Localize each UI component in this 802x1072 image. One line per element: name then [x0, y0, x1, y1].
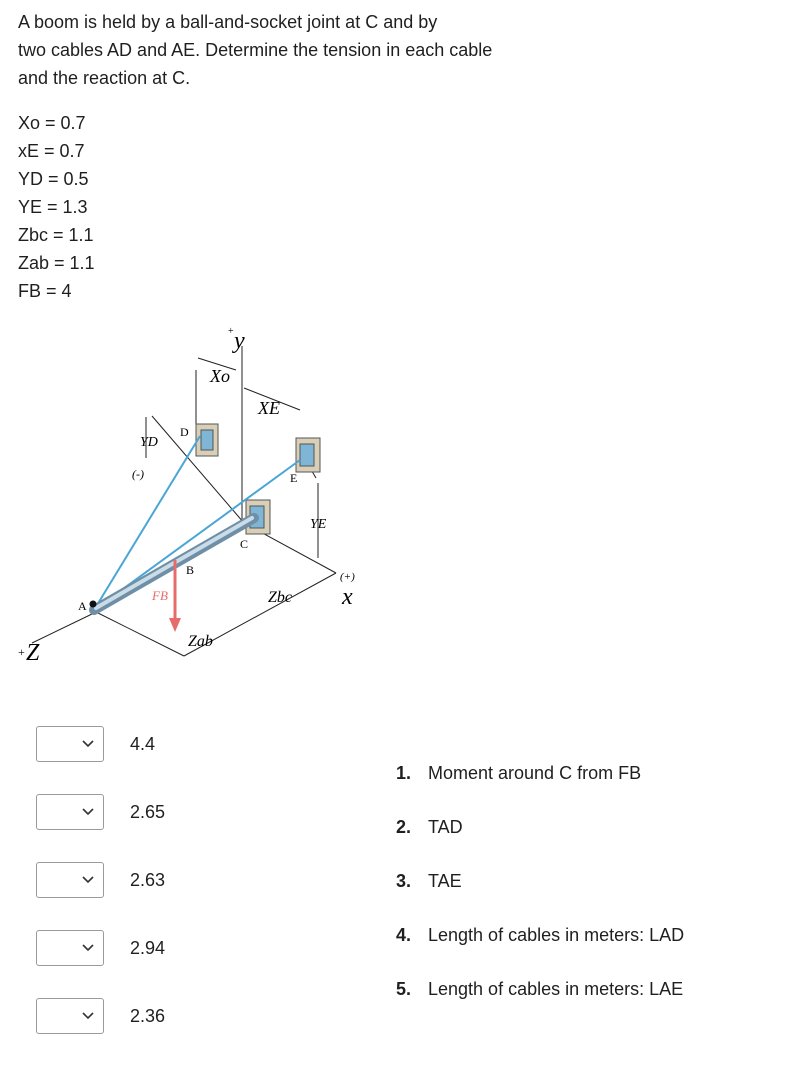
label-a: A	[78, 599, 87, 613]
answer-value: 2.65	[130, 802, 166, 822]
problem-line: and the reaction at C.	[18, 68, 191, 88]
prompt-text: Length of cables in meters: LAE	[428, 979, 684, 999]
prompt-number: 2.	[396, 817, 412, 837]
prompt-text: TAD	[428, 817, 463, 837]
bracket-d	[196, 424, 218, 456]
chevron-down-icon	[81, 805, 95, 819]
param-zab: Zab = 1.1	[18, 253, 95, 273]
answer-select-2[interactable]	[36, 794, 104, 830]
label-xe: XE	[258, 398, 280, 418]
boom-diagram	[0, 318, 420, 668]
problem-statement	[18, 8, 558, 92]
match-row-3	[36, 862, 236, 900]
label-x-sign: (+)	[340, 571, 355, 583]
label-xo: Xo	[210, 366, 230, 386]
chevron-down-icon	[81, 1009, 95, 1023]
prompt-item-2	[396, 816, 463, 838]
param-zbc: Zbc = 1.1	[18, 225, 94, 245]
problem-line: A boom is held by a ball-and-socket joint at C and by	[18, 12, 438, 32]
prompt-item-4	[396, 924, 684, 946]
match-row-4	[36, 930, 236, 968]
prompt-number: 4.	[396, 925, 412, 945]
label-yd: YD	[140, 435, 158, 450]
chevron-down-icon	[81, 737, 95, 751]
label-c: C	[240, 537, 249, 551]
label-zab: Zab	[188, 633, 213, 650]
bracket-e	[296, 438, 320, 472]
label-y-axis: y	[234, 328, 245, 354]
label-z-axis: Z	[26, 640, 40, 666]
prompt-item-1	[396, 762, 641, 784]
label-zbc: Zbc	[268, 589, 292, 606]
match-row-2	[36, 794, 236, 832]
label-plus-z: +	[18, 645, 25, 659]
match-row-1	[36, 726, 236, 764]
prompt-item-5	[396, 978, 683, 1000]
answer-select-1[interactable]	[36, 726, 104, 762]
prompt-number: 5.	[396, 979, 412, 999]
parameter-list	[18, 109, 95, 305]
chevron-down-icon	[81, 873, 95, 887]
param-yd: YD = 0.5	[18, 169, 89, 189]
answer-select-4[interactable]	[36, 930, 104, 966]
match-row-5	[36, 998, 236, 1036]
chevron-down-icon	[81, 941, 95, 955]
param-fb: FB = 4	[18, 281, 72, 301]
label-d: D	[180, 425, 189, 439]
label-yd-sign: (-)	[132, 467, 144, 481]
prompt-text: Length of cables in meters: LAD	[428, 925, 685, 945]
answer-select-5[interactable]	[36, 998, 104, 1034]
answer-value: 2.63	[130, 870, 166, 890]
prompt-number: 1.	[396, 763, 412, 783]
answer-value: 4.4	[130, 734, 156, 754]
label-b: B	[186, 563, 195, 577]
answer-select-3[interactable]	[36, 862, 104, 898]
answer-value: 2.36	[130, 1006, 166, 1026]
problem-line: two cables AD and AE. Determine the tension in each cable	[18, 40, 493, 60]
label-e: E	[290, 471, 298, 485]
prompt-text: TAE	[428, 871, 462, 891]
param-ye: YE = 1.3	[18, 197, 88, 217]
label-ye: YE	[310, 517, 327, 532]
param-xe: xE = 0.7	[18, 141, 85, 161]
prompt-item-3	[396, 870, 462, 892]
answer-value: 2.94	[130, 938, 166, 958]
prompt-text: Moment around C from FB	[428, 763, 642, 783]
label-plus-y: +	[228, 326, 234, 337]
param-xo: Xo = 0.7	[18, 113, 86, 133]
z-axis-line	[32, 614, 92, 643]
label-fb: FB	[152, 588, 168, 603]
prompt-number: 3.	[396, 871, 412, 891]
label-x-axis: x	[342, 584, 353, 610]
point-a	[90, 601, 97, 608]
force-arrowhead	[169, 618, 181, 632]
